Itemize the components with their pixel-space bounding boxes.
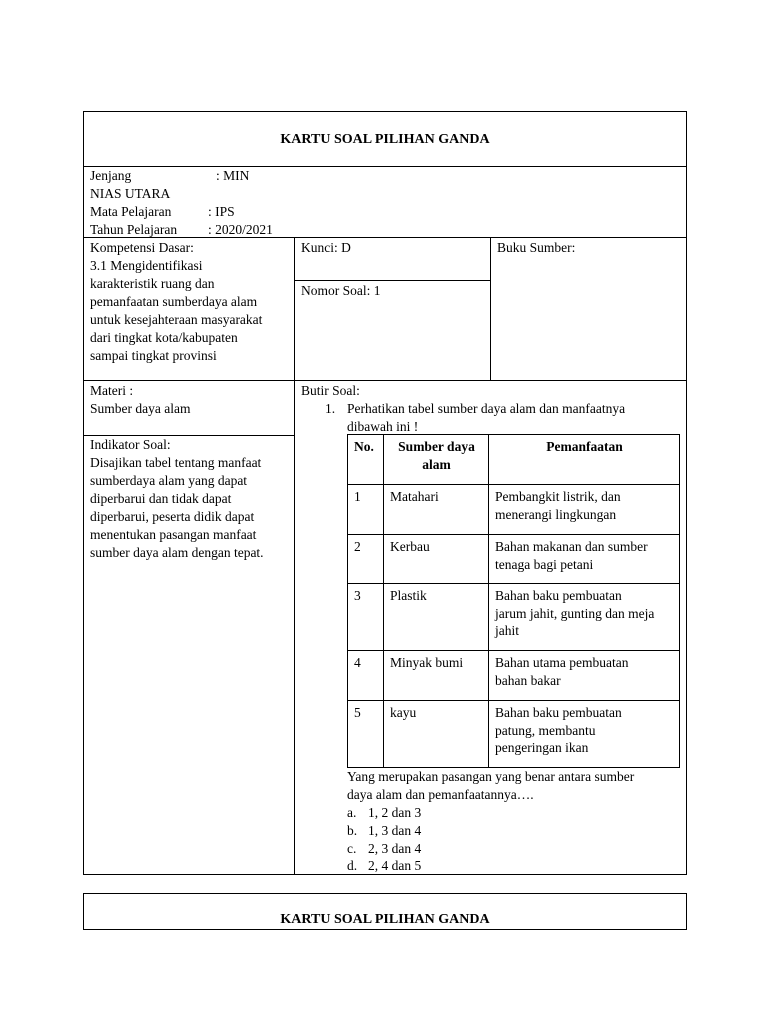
kompetensi-line: dari tingkat kota/kabupaten: [90, 330, 238, 345]
option-text: 2, 3 dan 4: [368, 841, 422, 856]
row-sumber: kayu: [384, 701, 489, 768]
buku-sumber: Buku Sumber:: [497, 240, 576, 255]
divider: [84, 380, 686, 381]
indikator-line: menentukan pasangan manfaat: [90, 527, 257, 542]
resource-table: [347, 434, 680, 768]
answer-option-d[interactable]: [347, 857, 421, 875]
divider: [490, 237, 491, 380]
materi-label: Materi :: [90, 383, 134, 398]
row-sumber: Minyak bumi: [384, 651, 489, 701]
materi-value: Sumber daya alam: [90, 401, 191, 416]
row-no: 4: [348, 651, 384, 701]
header-no: No.: [348, 435, 384, 485]
jenjang-cont: NIAS UTARA: [90, 186, 171, 201]
answer-option-b[interactable]: [347, 822, 421, 840]
table-row: [348, 701, 680, 768]
table-header-row: [348, 435, 680, 485]
indikator-label: Indikator Soal:: [90, 437, 171, 452]
row-sumber: Kerbau: [384, 535, 489, 584]
row-manfaat: Bahan baku pembuatan jarum jahit, gunting dan meja jahit: [489, 584, 680, 651]
indikator-line: diperbarui, peserta didik dapat: [90, 509, 255, 524]
kompetensi-line: untuk kesejahteraan masyarakat: [90, 312, 263, 327]
kompetensi-line: sampai tingkat provinsi: [90, 348, 217, 363]
tahun-value: : 2020/2021: [208, 222, 273, 237]
tahun-label: Tahun Pelajaran: [90, 222, 178, 237]
card-title-2: KARTU SOAL PILIHAN GANDA: [280, 912, 490, 927]
table-row: [348, 485, 680, 535]
table-row: [348, 535, 680, 584]
row-manfaat: Bahan utama pembuatan bahan bakar: [489, 651, 680, 701]
row-sumber: Matahari: [384, 485, 489, 535]
table-row: [348, 584, 680, 651]
jenjang-label: Jenjang: [90, 168, 132, 183]
answer-option-c[interactable]: [347, 840, 421, 858]
row-sumber: Plastik: [384, 584, 489, 651]
jenjang-value: : MIN: [216, 168, 250, 183]
nomor-soal: Nomor Soal: 1: [301, 283, 381, 298]
mapel-value: : IPS: [208, 204, 235, 219]
indikator-line: Disajikan tabel tentang manfaat: [90, 455, 262, 470]
butir-label: Butir Soal:: [301, 383, 360, 398]
option-text: 2, 4 dan 5: [368, 858, 422, 873]
kompetensi-line: 3.1 Mengidentifikasi: [90, 258, 203, 273]
kompetensi-label: Kompetensi Dasar:: [90, 240, 194, 255]
kompetensi-line: karakteristik ruang dan: [90, 276, 215, 291]
table-row: [348, 651, 680, 701]
row-no: 5: [348, 701, 384, 768]
indikator-line: sumber daya alam dengan tepat.: [90, 545, 264, 560]
row-manfaat: Pembangkit listrik, dan menerangi lingkungan: [489, 485, 680, 535]
header-pemanfaatan: Pemanfaatan: [489, 435, 680, 485]
option-letter: b.: [347, 823, 358, 838]
option-letter: a.: [347, 805, 357, 820]
divider: [294, 237, 295, 874]
card-title: KARTU SOAL PILIHAN GANDA: [280, 132, 490, 147]
option-text: 1, 2 dan 3: [368, 805, 422, 820]
question-line: dibawah ini !: [347, 419, 419, 434]
divider: [84, 166, 686, 167]
row-no: 2: [348, 535, 384, 584]
answer-prompt: daya alam dan pemanfaatannya….: [347, 787, 534, 802]
indikator-line: sumberdaya alam yang dapat: [90, 473, 248, 488]
indikator-line: diperbarui dan tidak dapat: [90, 491, 232, 506]
kunci-jawaban: Kunci: D: [301, 240, 351, 255]
header-sumber: Sumber daya alam: [384, 435, 489, 485]
mapel-label: Mata Pelajaran: [90, 204, 172, 219]
option-letter: c.: [347, 841, 357, 856]
answer-prompt: Yang merupakan pasangan yang benar antara sumber: [347, 769, 635, 784]
row-no: 1: [348, 485, 384, 535]
kompetensi-line: pemanfaatan sumberdaya alam: [90, 294, 258, 309]
divider: [294, 280, 490, 281]
row-manfaat: Bahan makanan dan sumber tenaga bagi petani: [489, 535, 680, 584]
row-no: 3: [348, 584, 384, 651]
answer-option-a[interactable]: [347, 804, 421, 822]
option-letter: d.: [347, 858, 358, 873]
question-number: 1.: [325, 401, 336, 416]
option-text: 1, 3 dan 4: [368, 823, 422, 838]
question-line: Perhatikan tabel sumber daya alam dan manfaatnya: [347, 401, 626, 416]
row-manfaat: Bahan baku pembuatan patung, membantu pengeringan ikan: [489, 701, 680, 768]
